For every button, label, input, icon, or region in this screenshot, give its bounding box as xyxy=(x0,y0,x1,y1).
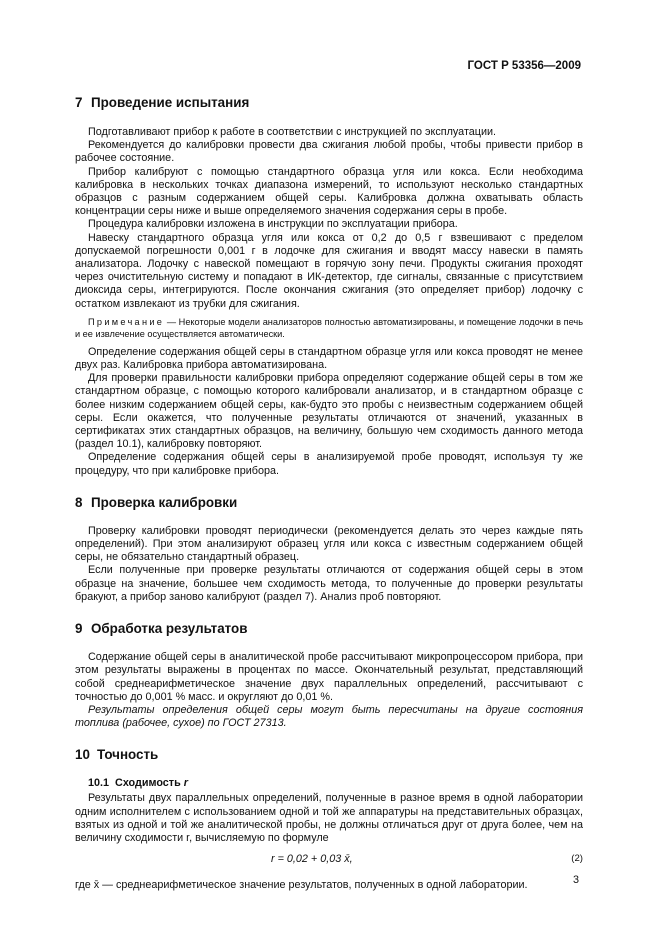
page-number: 3 xyxy=(572,874,579,886)
section-9-title: Обработка результатов xyxy=(91,621,248,637)
paragraph: Для проверки правильности калибровки прибора определяют содержание общей серы в том же стандартном образце, с помощью которого калибровали анализатор, и в стандартном образце с более низким содержанием общей серы, как-будто это пробы с неизвестным содержанием общей серы. Если окажется, что полученные результаты отличаются от значений, указанных в сертификатах этих стандартных образцов, на величину, большую чем сходимость данного метода (раздел 10.1), калибровку повторяют. xyxy=(75,372,583,451)
section-7-number: 7 xyxy=(75,95,83,110)
paragraph: Подготавливают прибор к работе в соответствии с инструкцией по эксплуатации. xyxy=(88,126,497,138)
section-8-heading xyxy=(75,495,583,511)
section-9-number: 9 xyxy=(75,621,83,637)
paragraph: Содержание общей серы в аналитической пробе рассчитывают микропроцессором прибора, при этом результаты выражены в процентах по массе. Окончательный результат, представляющий собой среднеарифметическое значение двух параллельных определений, рассчитывают с точностью до 0,001 % масс. и округляют до 0,01 %. xyxy=(75,651,583,703)
note-text: — Некоторые модели анализаторов полностью автоматизированы, и помещение лодочки в печь и ее извлечение осуществляется автоматически. xyxy=(75,316,583,339)
equation-number: (2) xyxy=(571,853,583,865)
paragraph: Процедура калибровки изложена в инструкции по эксплуатации прибора. xyxy=(88,218,458,231)
section-10-title: Точность xyxy=(97,747,159,763)
section-8-number: 8 xyxy=(75,494,83,510)
paragraph: Рекомендуется до калибровки провести два сжигания любой пробы, чтобы привести прибор в рабочее состояние. xyxy=(75,139,583,165)
formula-row xyxy=(75,851,583,867)
subsection-number: 10.1 xyxy=(88,777,110,790)
subsection-symbol: r xyxy=(183,777,188,790)
section-8-title: Проверка калибровки xyxy=(91,494,238,510)
paragraph: Если полученные при проверке результаты отличаются от содержания общей серы в этом образце на значение, большее чем сходимость метода, то полученные до проверки результаты бракуют, а прибор заново калибруют (раздел 7). Анализ проб повторяют. xyxy=(75,564,583,603)
subsection-10-1-heading xyxy=(75,777,583,790)
paragraph: Определение содержания общей серы в анализируемой пробе проводят, используя ту же процедуру, что при калибровке прибора. xyxy=(75,451,583,477)
section-7-title: Проведение испытания xyxy=(91,95,250,110)
section-10-heading xyxy=(75,747,583,763)
paragraph: Навеску стандартного образца угля или кокса от 0,2 до 0,5 г взвешивают с пределом допускаемой погрешности 0,001 г в лодочке для сжигания и вводят массу навески в память анализатора. Лодочку с навеской помещают в горячую зону печи. Продукты сжигания проходят через очистительную систему и попадают в ИК-детектор, где сигналы, связанные с присутствием диоксида серы, интегрируются. После окончания сжигания (это определяет прибор) лодочку с остатком извлекают из трубки для сжигания. xyxy=(75,231,583,310)
formula-explanation: где x̄ — среднеарифметическое значение результатов, полученных в одной лаборатории. xyxy=(75,879,528,892)
paragraph: Определение содержания общей серы в стандартном образце угля или кокса проводят не менее двух раз. Калибровка прибора автоматизирована. xyxy=(75,345,583,372)
subsection-title: Сходимость xyxy=(115,777,181,790)
note xyxy=(75,316,583,340)
formula: r = 0,02 + 0,03 x̄, xyxy=(271,853,353,866)
note-label: Примечание xyxy=(88,316,165,327)
page-content xyxy=(75,90,583,892)
paragraph: Проверку калибровки проводят периодически (рекомендуется делать это через каждые пять определений). При этом анализируют образец угля или кокса с известным содержанием общей серы, не обязательно стандартный образец. xyxy=(75,524,583,564)
section-10-number: 10 xyxy=(75,747,90,763)
paragraph: Прибор калибруют с помощью стандартного образца угля или кокса. Если необходима калибровка в нескольких точках диапазона измерений, то используют несколько стандартных образцов с разным содержанием общей серы. Калибровка должна охватывать область концентрации серы ниже и выше определяемого значения содержания серы в пробе. xyxy=(75,165,583,218)
section-7-heading xyxy=(75,95,583,111)
document-id: ГОСТ Р 53356—2009 xyxy=(467,60,581,72)
paragraph: Результаты двух параллельных определений, полученные в разное время в одной лаборатории одним исполнителем с использованием одной и той же аппаратуры на представительных образцах, взятых из одной и той же аналитической пробы, не должны отличаться друг от друга более, чем на величину сходимости r, вычисляемую по формуле xyxy=(75,792,583,844)
paragraph-italic: Результаты определения общей серы могут быть пересчитаны на другие состояния топлива (рабочее, сухое) по ГОСТ 27313. xyxy=(75,703,583,730)
section-9-heading xyxy=(75,621,583,637)
